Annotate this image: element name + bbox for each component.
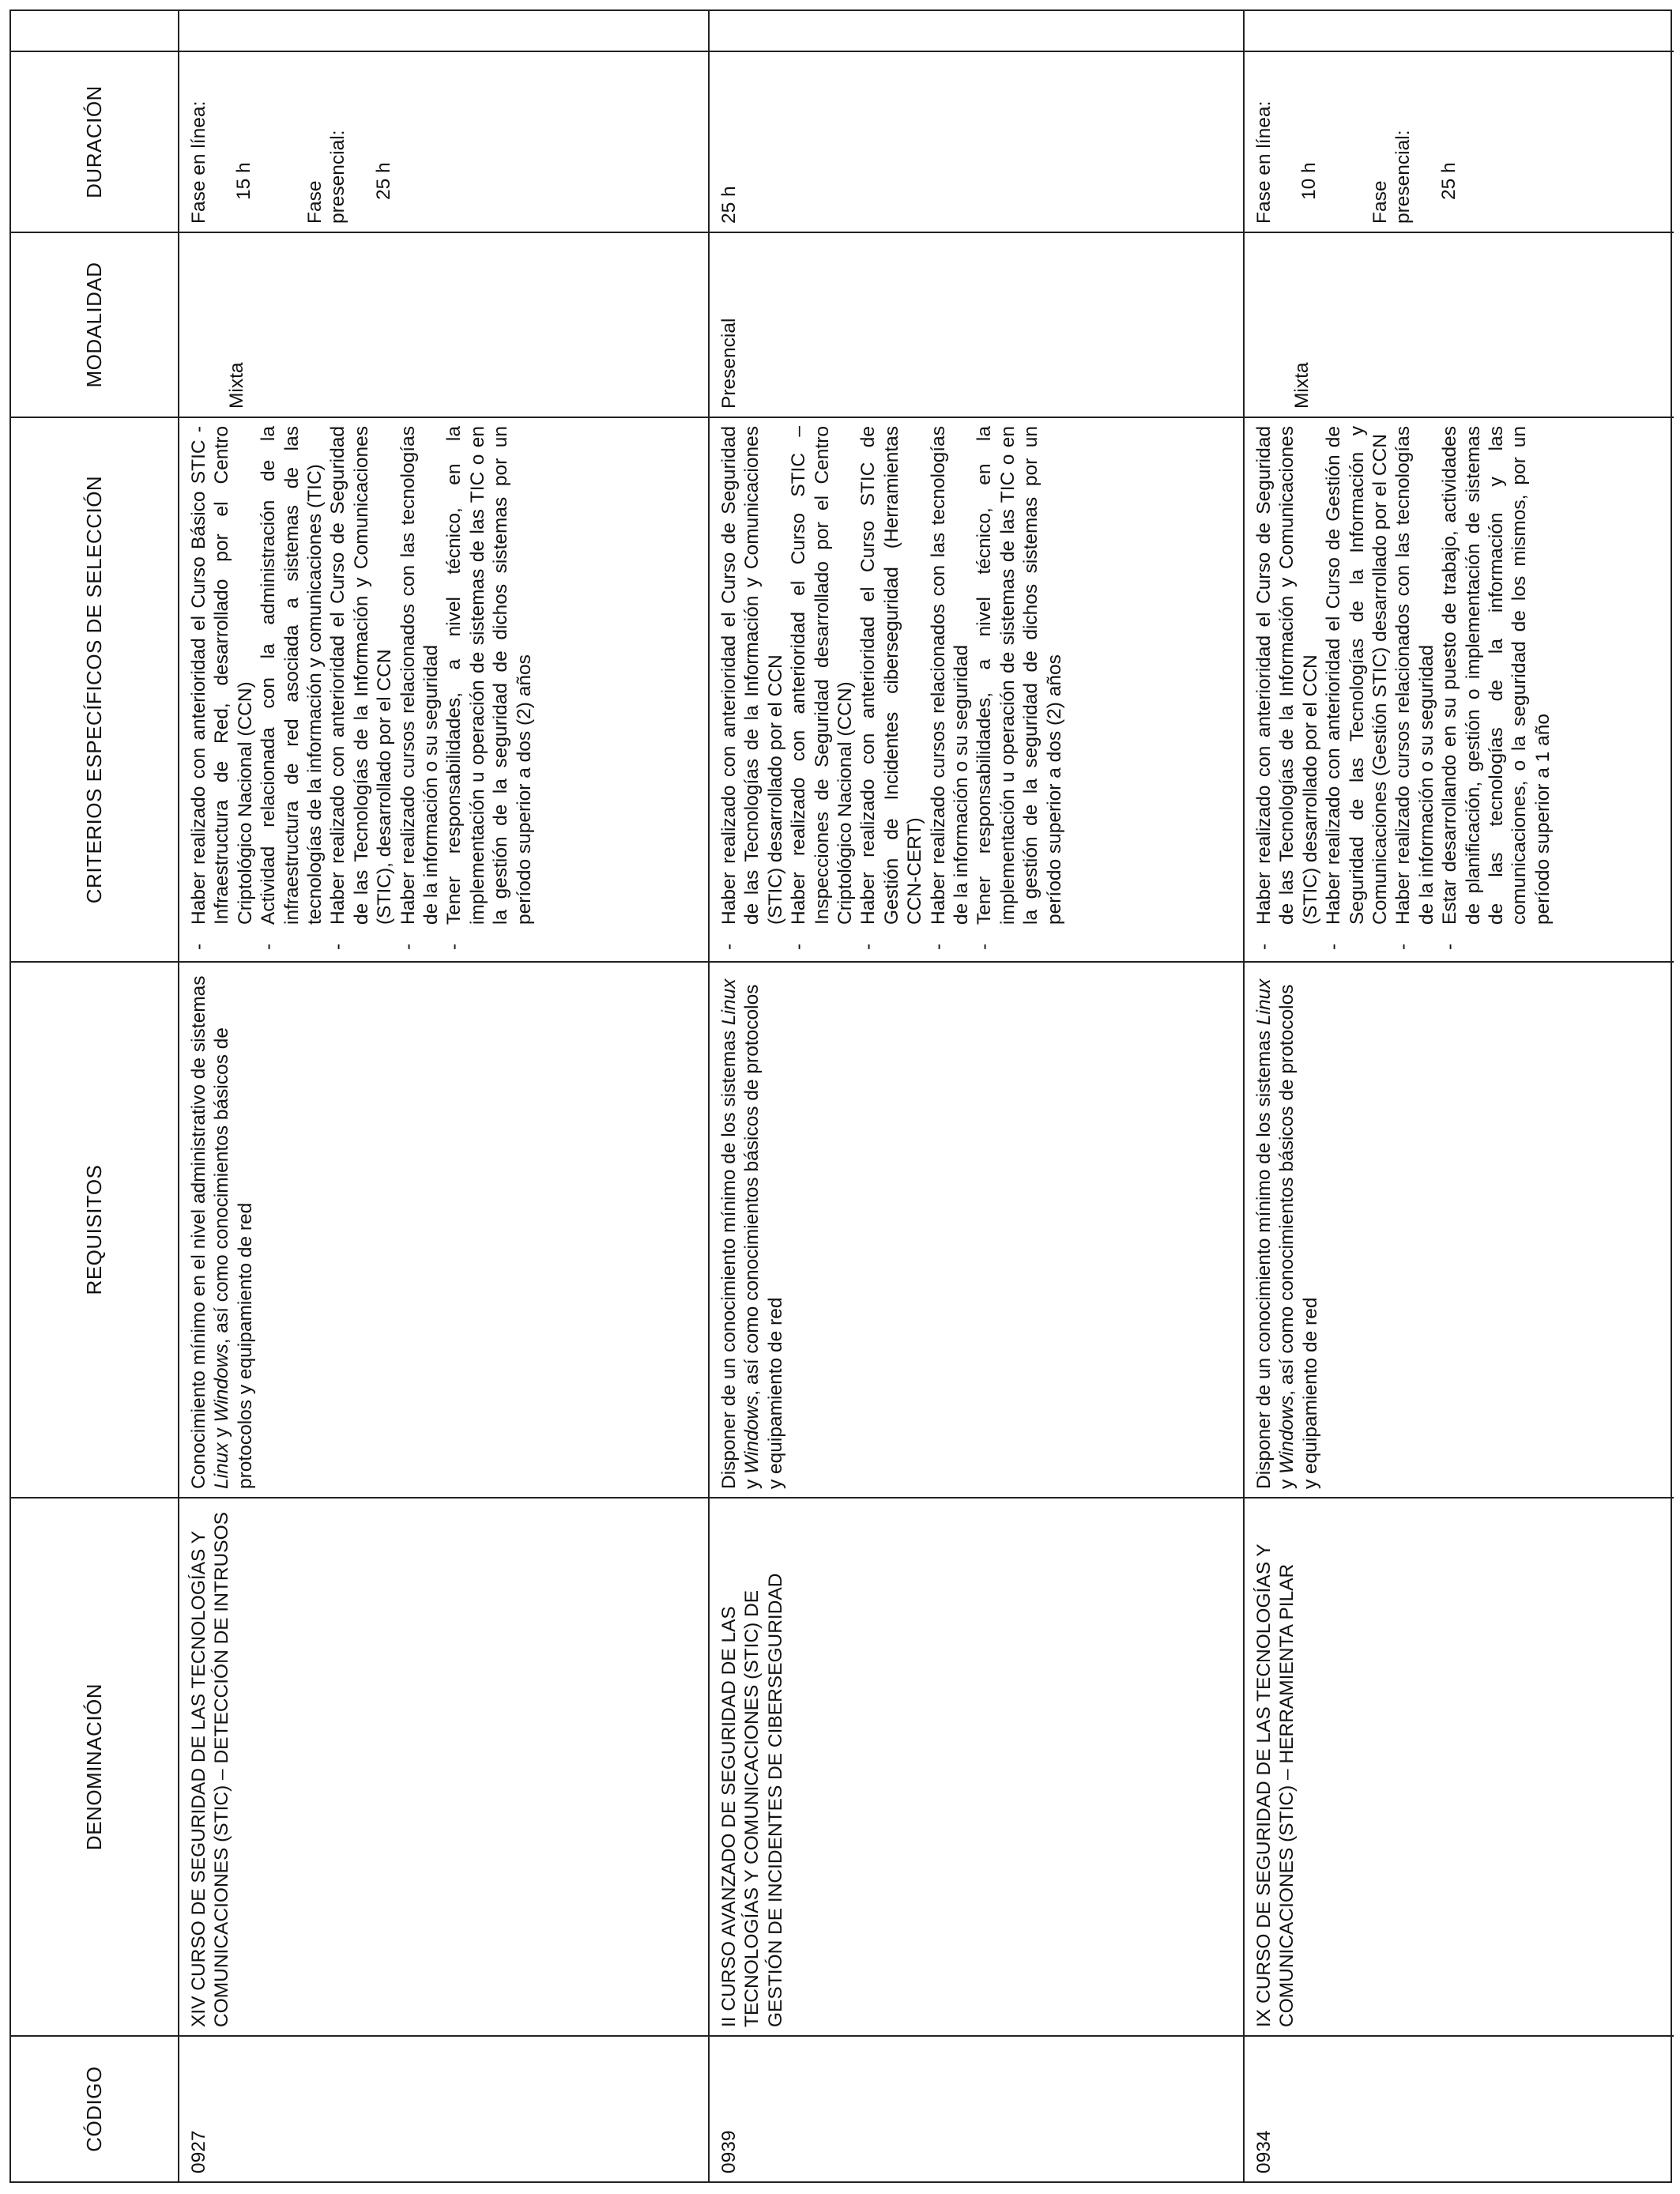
header-duracion: DURACIÓN bbox=[11, 52, 178, 233]
course-dates bbox=[179, 8, 708, 52]
criterion-item: - Haber realizado con anterioridad el Curso de Seguridad de las Tecnologías de la Información y Comunicaciones (STIC) desarrollado por el CCN bbox=[1252, 426, 1322, 953]
course-code: 0927 bbox=[188, 2130, 209, 2173]
course-modality: Mixta bbox=[179, 233, 708, 418]
header-codigo: CÓDIGO bbox=[81, 2066, 106, 2152]
header-criterios: CRITERIOS ESPECÍFICOS DE SELECCIÓN bbox=[11, 418, 178, 963]
duration-hours: 10 h bbox=[1298, 162, 1320, 200]
criterion-item: - Haber realizado con anterioridad el Curso de Gestión de Seguridad de las Tecnologías de la Información y Comunicaciones (Gestión STIC) desarrollado por el CCN bbox=[1322, 426, 1392, 953]
course-modality: Mixta bbox=[1245, 233, 1674, 418]
criterion-item: - Haber realizado cursos relacionados con las tecnologías de la información o su seguridad bbox=[927, 426, 974, 953]
course-criteria bbox=[179, 418, 708, 963]
course-duration bbox=[179, 52, 708, 233]
header-requisitos: REQUISITOS bbox=[11, 963, 178, 1498]
table-row bbox=[708, 11, 1243, 2181]
criterion-item: - Haber realizado con anterioridad el Curso de Seguridad de las Tecnologías de la Información y Comunicaciones (STIC), desarrollado por el CCN bbox=[326, 426, 396, 953]
duration-phase-label: Fase presencial: bbox=[303, 130, 349, 224]
duration-hours: 25 h bbox=[1437, 162, 1460, 200]
course-name: II CURSO AVANZADO DE SEGURIDAD DE LAS TECNOLOGÍAS Y COMUNICACIONES (STIC) DE GESTIÓN DE INCIDENTES DE CIBERSEGURIDAD bbox=[710, 1498, 1243, 2037]
criterion-item: - Estar desarrollando en su puesto de trabajo, actividades de planificación, gestión o implementación de sistemas de las tecnologías de la información y las comunicaciones, o la seguridad de los mismos, por un período superior a 1 año bbox=[1438, 426, 1554, 953]
criterion-item: - Haber realizado con anterioridad el Curso STIC de Gestión de Incidentes ciberseguridad (Herramientas CCN-CERT) bbox=[857, 426, 926, 953]
course-code: 0939 bbox=[718, 2130, 740, 2173]
duration-hours: 25 h bbox=[372, 162, 394, 200]
criterion-item: - Tener responsabilidades, a nivel técnico, en la implementación u operación de sistemas de las TIC o en la gestión de la seguridad de dichos sistemas por un período superior a dos (2) años bbox=[443, 426, 536, 953]
header-denominacion: DENOMINACIÓN bbox=[11, 1498, 178, 2037]
table-row bbox=[178, 11, 708, 2181]
course-code: 0934 bbox=[1253, 2130, 1275, 2173]
course-name: IX CURSO DE SEGURIDAD DE LAS TECNOLOGÍAS Y COMUNICACIONES (STIC) – HERRAMIENTA PILAR bbox=[1245, 1498, 1674, 2037]
table-header-row bbox=[11, 11, 178, 2181]
course-requirements: Disponer de un conocimiento mínimo de los sistemas Linux y Windows, así como conocimientos básicos de protocolos y equipamiento de red bbox=[1245, 963, 1674, 1498]
course-name: XIV CURSO DE SEGURIDAD DE LAS TECNOLOGÍAS Y COMUNICACIONES (STIC) – DETECCIÓN DE INTRUSOS bbox=[179, 1498, 708, 2037]
header-modalidad: MODALIDAD bbox=[11, 233, 178, 418]
course-requirements: Conocimiento mínimo en el nivel administrativo de sistemas Linux y Windows, así como conocimientos básicos de protocolos y equipamiento de red bbox=[179, 963, 708, 1498]
course-criteria bbox=[710, 418, 1243, 963]
criterion-item: - Haber realizado cursos relacionados con las tecnologías de la información o su seguridad bbox=[397, 426, 443, 953]
header-fechas bbox=[11, 8, 178, 52]
criterion-item: - Haber realizado con anterioridad el Curso Básico STIC - Infraestructura de Red, desarrollado por el Centro Criptológico Nacional (CCN) bbox=[187, 426, 257, 953]
course-modality: Presencial bbox=[710, 233, 1243, 418]
course-requirements: Disponer de un conocimiento mínimo de los sistemas Linux y Windows, así como conocimientos básicos de protocolos y equipamiento de red bbox=[710, 963, 1243, 1498]
courses-table bbox=[9, 9, 1672, 2183]
criterion-item: - Actividad relacionada con la administración de la infraestructura de red asociada a sistemas de las tecnologías de la información y comunicaciones (TIC) bbox=[257, 426, 326, 953]
course-criteria bbox=[1245, 418, 1674, 963]
course-dates bbox=[1245, 8, 1674, 52]
duration-phase-label: Fase en línea: bbox=[1253, 100, 1275, 224]
criterion-item: - Haber realizado cursos relacionados con las tecnologías de la información o su seguridad bbox=[1392, 426, 1438, 953]
table-row bbox=[1243, 11, 1674, 2181]
course-dates bbox=[710, 8, 1243, 52]
course-duration bbox=[1245, 52, 1674, 233]
duration-phase-label: Fase en línea: bbox=[188, 100, 209, 224]
criterion-item: - Haber realizado con anterioridad el Curso STIC –Inspecciones de Seguridad desarrollado por el Centro Criptológico Nacional (CCN) bbox=[787, 426, 857, 953]
duration-hours: 15 h bbox=[233, 162, 255, 200]
criterion-item: - Haber realizado con anterioridad el Curso de Seguridad de las Tecnologías de la Información y Comunicaciones (STIC) desarrollado por el CCN bbox=[718, 426, 787, 953]
criterion-item: - Tener responsabilidades, a nivel técnico, en la implementación u operación de sistemas de las TIC o en la gestión de la seguridad de dichos sistemas por un período superior a dos (2) años bbox=[973, 426, 1066, 953]
duration-phase-label: Fase presencial: bbox=[1369, 130, 1414, 224]
course-duration: 25 h bbox=[710, 52, 1243, 233]
